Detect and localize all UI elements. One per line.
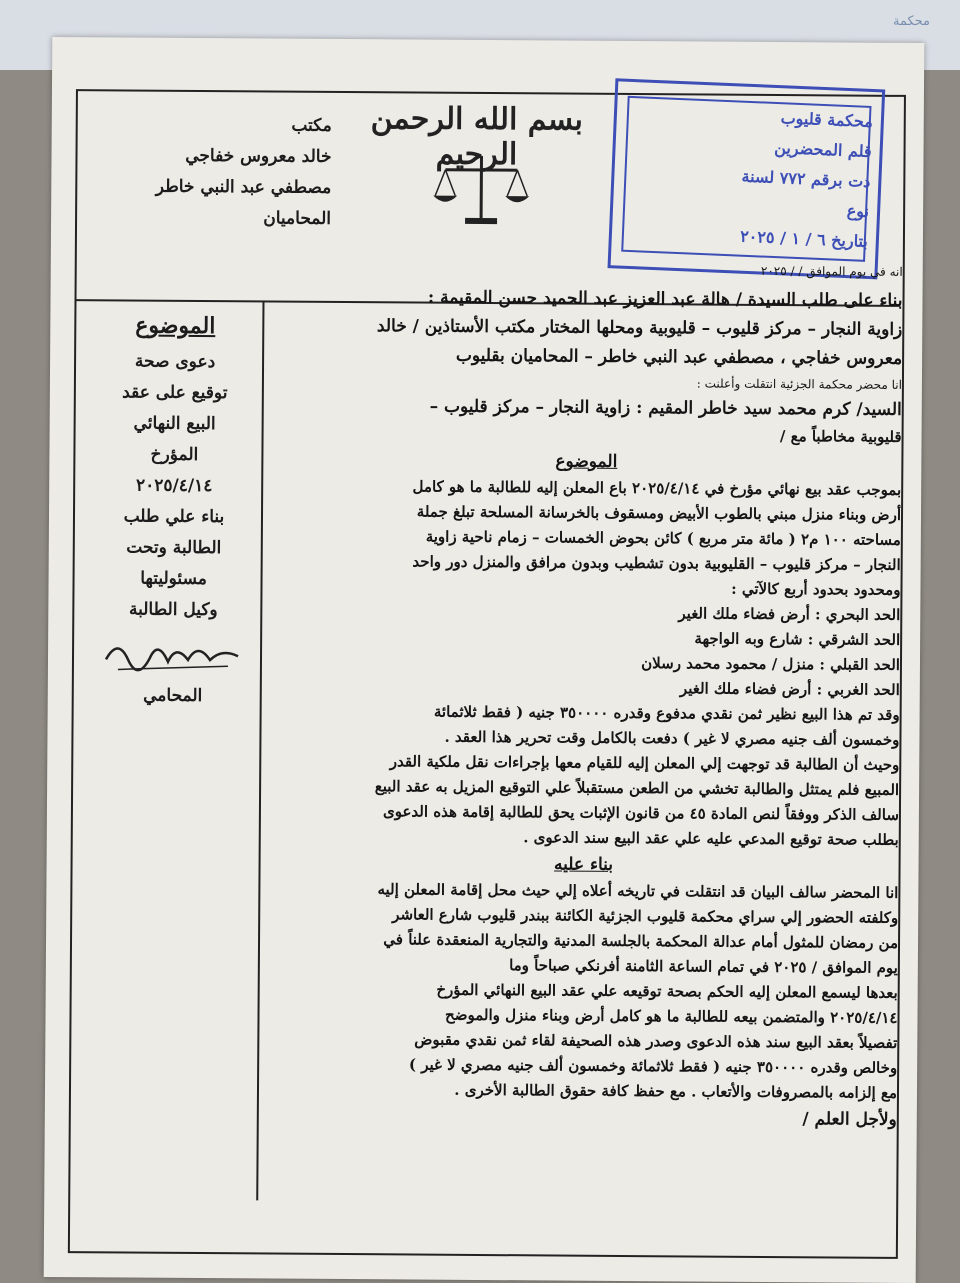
stamp-line: بتاريخ ٦ / ١ / ٢٠٢٥ [740, 227, 868, 251]
lawyer-label: المحامي [88, 685, 258, 706]
defendant-line: قليوبية مخاطباً مع / [271, 421, 901, 450]
sidebar-line: المؤرخ [89, 439, 259, 471]
requester-line: بناء على طلب السيدة / هالة عبد العزيز عبد الحميد حسن المقيمة : [272, 283, 902, 316]
subject-sidebar [88, 312, 261, 706]
stamp-line: قلم المحضرين [774, 138, 872, 161]
subject-line: سالف الذكر ووفقاً لنص المادة ٤٥ من قانون الإثبات يحق للطالبة إقامة هذه الدعوى [269, 799, 899, 828]
subject-line: النجار – مركز قليوب – القليوبية بدون تشطيب وبدون مرافق والمنزل دور واحد [271, 549, 901, 578]
therefore-line: من رمضان للمثول أمام عدالة المحكمة بالجلسة المدنية والتجارية المنعقدة علناً في [268, 926, 898, 955]
office-line: خالد معروس خفاجي [91, 140, 331, 173]
stamp-line: محكمة قليوب [780, 108, 873, 131]
subject-line: مساحته ١٠٠ م٢ ( مائة متر مربع ) كائن بحوض الخمسات – زمام ناحية زاوية [271, 524, 901, 553]
subject-line: الحد البحري : أرض فضاء ملك الغير [270, 599, 900, 628]
bismillah-heading: بسم الله الرحمن الرحيم [361, 101, 591, 173]
sidebar-line: دعوى صحة [90, 346, 260, 378]
court-stamp [608, 78, 886, 279]
sidebar-heading: الموضوع [90, 312, 260, 339]
office-line: المحاميان [91, 202, 331, 235]
scales-of-justice-icon [431, 150, 532, 231]
sidebar-line: مسئوليتها [88, 563, 258, 595]
defendant-line: السيد/ كرم محمد سيد خاطر المقيم : زاوية النجار – مركز قليوب – [272, 392, 902, 425]
handwritten-signature [98, 629, 248, 678]
therefore-line: وخالص وقدره ٣٥٠٠٠٠ جنيه ( فقط ثلاثمائة وخمسون ألف جنيه مصري لا غير ) [267, 1051, 897, 1080]
therefore-line: انا المحضر سالف البيان قد انتقلت في تاريخه أعلاه إلي حيث محل إقامة المعلن إليه [268, 877, 898, 906]
office-line: مصطفي عبد النبي خاطر [91, 171, 331, 204]
therefore-line: مع إلزامه بالمصروفات والأتعاب . مع حفظ كافة حقوق الطالبة الأخرى . [267, 1076, 897, 1105]
subject-line: بموجب عقد بيع نهائي مؤرخ في ٢٠٢٥/٤/١٤ باع المعلن إليه للطالبة ما هو كامل [271, 474, 901, 503]
date-line: انه في يوم الموافق / / ٢٠٢٥ [273, 257, 903, 283]
sidebar-line: توقيع على عقد [90, 377, 260, 409]
subject-line: وخمسون ألف جنيه مصري لا غير ) دفعت بالكامل وقت تحرير هذا العقد . [269, 724, 899, 753]
requester-line: معروس خفاجي ، مصطفي عبد النبي خاطر – المحاميان بقليوب [272, 341, 902, 374]
requester-line: زاوية النجار – مركز قليوب – قليوبية ومحلها المختار مكتب الأستاذين / خالد [272, 312, 902, 345]
subject-line: الحد الشرقي : شارع وبه الواجهة [270, 624, 900, 653]
sidebar-line: البيع النهائي [90, 408, 260, 440]
subject-line: الحد الغربي : أرض فضاء ملك الغير [270, 674, 900, 703]
document-page [44, 37, 925, 1283]
sidebar-line: بناء علي طلب [89, 501, 259, 533]
subject-line: ومحدود بحدود أربع كالآتي : [270, 574, 900, 603]
subject-line: أرض وبناء منزل مبني بالطوب الأبيض ومسقوف بالخرسانة المسلحة تبلغ جملة [271, 499, 901, 528]
therefore-line: ٢٠٢٥/٤/١٤ والمتضمن بيعه للطالبة ما هو كامل أرض وبناء منزل والموضح [267, 1001, 897, 1030]
sidebar-line: ٢٠٢٥/٤/١٤ [89, 470, 259, 502]
subject-line: وقد تم هذا البيع نظير ثمن نقدي مدفوع وقدره ٣٥٠٠٠٠ جنيه ( فقط ثلاثمائة [270, 699, 900, 728]
subject-line: الحد القبلي : منزل / محمود محمد رسلان [270, 649, 900, 678]
law-office-block [91, 109, 332, 235]
stamp-line: نوع [846, 201, 869, 221]
closing-line: ولأجل العلم / [267, 1101, 897, 1134]
office-line: مكتب [92, 109, 332, 142]
subject-line: المبيع فلم يمتثل والطالبة تخشي من الطعن مستقبلاً علي التوقيع المزيل به عقد البيع [269, 774, 899, 803]
subject-line: وحيث أن الطالبة قد توجهت إلي المعلن إليه للقيام معها بإجراءات نقل ملكية القدر [269, 749, 899, 778]
sidebar-line: الطالبة وتحت [89, 532, 259, 564]
therefore-line: وكلفته الحضور إلي سراي محكمة قليوب الجزئية الكائنة ببندر قليوب شارع العاشر [268, 902, 898, 931]
stamp-line: دت برقم ٧٧٢ لسنة [741, 167, 870, 191]
bailiff-line: انا محضر محكمة الجزئية انتقلت وأعلنت : [272, 370, 902, 396]
therefore-title: بناء عليه [268, 849, 898, 881]
therefore-line: تفصيلاً بعقد البيع سند هذه الدعوى وصدر هذه الصحيفة لقاء ثمن نقدي مقبوض [267, 1026, 897, 1055]
therefore-line: يوم الموافق / ٢٠٢٥ في تمام الساعة الثامنة أفرنكي صباحاً وما [268, 951, 898, 980]
document-body [267, 257, 903, 1135]
subject-line: بطلب صحة توقيع المدعي عليه علي عقد البيع سند الدعوى . [269, 824, 899, 853]
therefore-line: بعدها ليسمع المعلن إليه الحكم بصحة توقيعه علي عقد البيع النهائي المؤرخ [268, 976, 898, 1005]
sidebar-line: وكيل الطالبة [88, 594, 258, 626]
subject-title: الموضوع [271, 446, 901, 478]
underlying-sheet-label: محكمة [893, 14, 930, 29]
